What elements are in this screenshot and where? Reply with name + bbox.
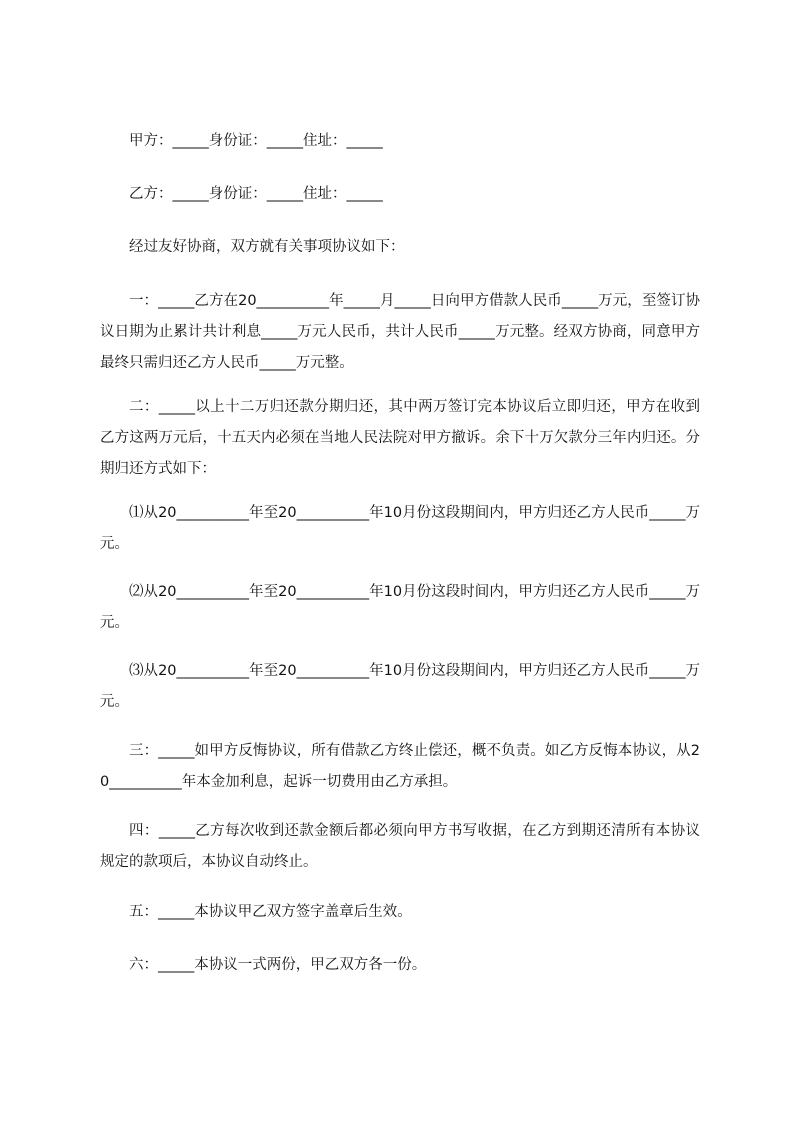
clause-six: 六：_____本协议一式两份，甲乙双方各一份。	[129, 957, 427, 973]
clause-three: 三：_____如甲方反悔协议，所有借款乙方终止偿还，概不负责。如乙方反悔本协议，从20__________年本金加利息，起诉一切费用由乙方承担。	[100, 743, 700, 790]
party-a-line: 甲方：_____身份证：_____住址：_____	[129, 133, 383, 149]
installment-two: ⑵从20__________年至20__________年10月份这段时间内，甲方归还乙方人民币_____万元。	[100, 584, 700, 631]
clause-one: 一：_____乙方在20__________年_____月_____日向甲方借款人民币_____万元，至签订协议日期为止累计共计利息_____万元人民币，共计人民币_____万元整。经双方协商，同意甲方最终只需归还乙方人民币_____万元整。	[100, 293, 700, 371]
party-b-line: 乙方：_____身份证：_____住址：_____	[129, 186, 383, 202]
installment-one: ⑴从20__________年至20__________年10月份这段期间内，甲方归还乙方人民币_____万元。	[100, 505, 700, 552]
clause-two: 二：_____以上十二万归还款分期归还，其中两万签订完本协议后立即归还，甲方在收到乙方这两万元后，十五天内必须在当地人民法院对甲方撤诉。余下十万欠款分三年内归还。分期归还方式如下：	[100, 399, 700, 477]
clause-five: 五：_____本协议甲乙双方签字盖章后生效。	[129, 904, 412, 920]
clause-four: 四：_____乙方每次收到还款金额后都必须向甲方书写收据，在乙方到期还清所有本协议规定的款项后，本协议自动终止。	[100, 823, 700, 870]
agreement-intro: 经过友好协商，双方就有关事项协议如下：	[129, 239, 405, 255]
installment-three: ⑶从20__________年至20__________年10月份这段期间内，甲方归还乙方人民币_____万元。	[100, 663, 700, 710]
